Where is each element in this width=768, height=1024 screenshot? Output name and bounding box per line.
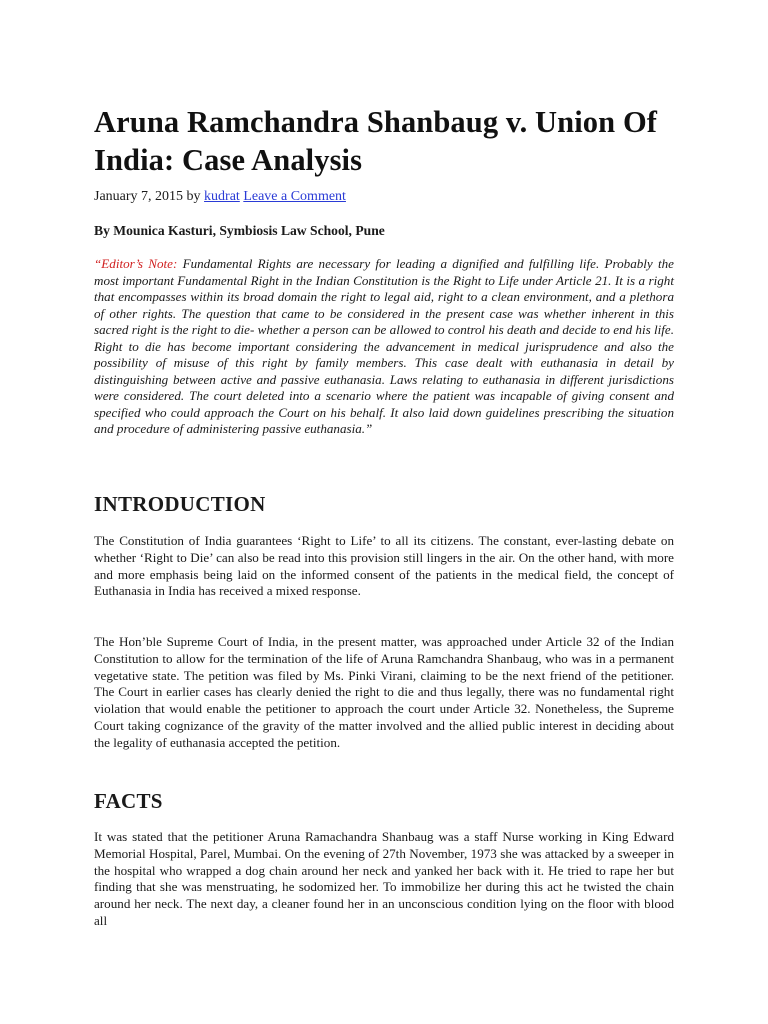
note-open-quote: “ — [94, 256, 102, 271]
facts-paragraph-1: It was stated that the petitioner Aruna Ramachandra Shanbaug was a staff Nurse working in King Edward Memorial Hospital, Parel, Mumbai. On the evening of 27th November, 1973 she was attacked by a sweeper in the hospital who wrapped a dog chain around her neck and yanked her back with it. He tried to rape her but finding that she was menstruating, he sodomized her. To immobilize her during this act he twisted the chain around her neck. The next day, a cleaner found her in an unconscious condition lying on the floor with blood all — [94, 829, 674, 928]
facts-heading: FACTS — [94, 789, 163, 813]
author-byline: By Mounica Kasturi, Symbiosis Law School, Pune — [94, 223, 385, 238]
introduction-heading: INTRODUCTION — [94, 492, 266, 516]
editors-note-text: Fundamental Rights are necessary for leading a dignified and fulfilling life. Probably the most important Fundamental Right in the Indian Constitution is the Right to Life under Article 21. It is a right that encompasses within its broad domain the right to legal aid, right to a clean environment, and a plethora of other rights. The question that came to be considered in the present case was whether inherent in this sacred right is the right to die- whether a person can be allowed to control his death and decide to end his life. Right to die has become important considering the advancement in medical jurisprudence and also the possibility of misuse of this right by family members. This case dealt with euthanasia in detail by distinguishing between active and passive euthanasia. Laws relating to euthanasia in different jurisdictions were considered. The court deleted into a scenario where the patient was incapable of giving consent and specified who could approach the Court on his behalf. It also laid down guidelines prescribing the situation and procedure of administering passive euthanasia.” — [94, 256, 674, 437]
leave-comment-link[interactable]: Leave a Comment — [243, 189, 346, 204]
editors-note — [94, 256, 674, 438]
by-label: by — [186, 189, 201, 204]
introduction-paragraph-1: The Constitution of India guarantees ‘Right to Life’ to all its citizens. The constant, ever-lasting debate on whether ‘Right to Die’ can also be read into this provision still lingers in the air. On the other hand, with more and more emphasis being laid on the informed consent of the patients in the medical field, the concept of Euthanasia in India has received a mixed response. — [94, 533, 674, 599]
editors-note-label: Editor’s Note: — [101, 256, 178, 271]
article-meta — [94, 188, 346, 206]
author-link[interactable]: kudrat — [204, 189, 240, 204]
article-title: Aruna Ramchandra Shanbaug v. Union Of India: Case Analysis — [94, 105, 658, 177]
introduction-paragraph-2: The Hon’ble Supreme Court of India, in the present matter, was approached under Article 32 of the Indian Constitution to allow for the termination of the life of Aruna Ramchandra Shanbaug, who was in a permanent vegetative state. The petition was filed by Ms. Pinki Virani, claiming to be the next friend of the petitioner. The Court in earlier cases has clearly denied the right to die and thus legally, there was no fundamental right violation that would enable the petitioner to approach the court under Article 32. Nonetheless, the Supreme Court taking cognizance of the gravity of the matter involved and the allied public interest in deciding about the legality of euthanasia accepted the petition. — [94, 634, 674, 750]
post-date: January 7, 2015 — [94, 189, 184, 204]
